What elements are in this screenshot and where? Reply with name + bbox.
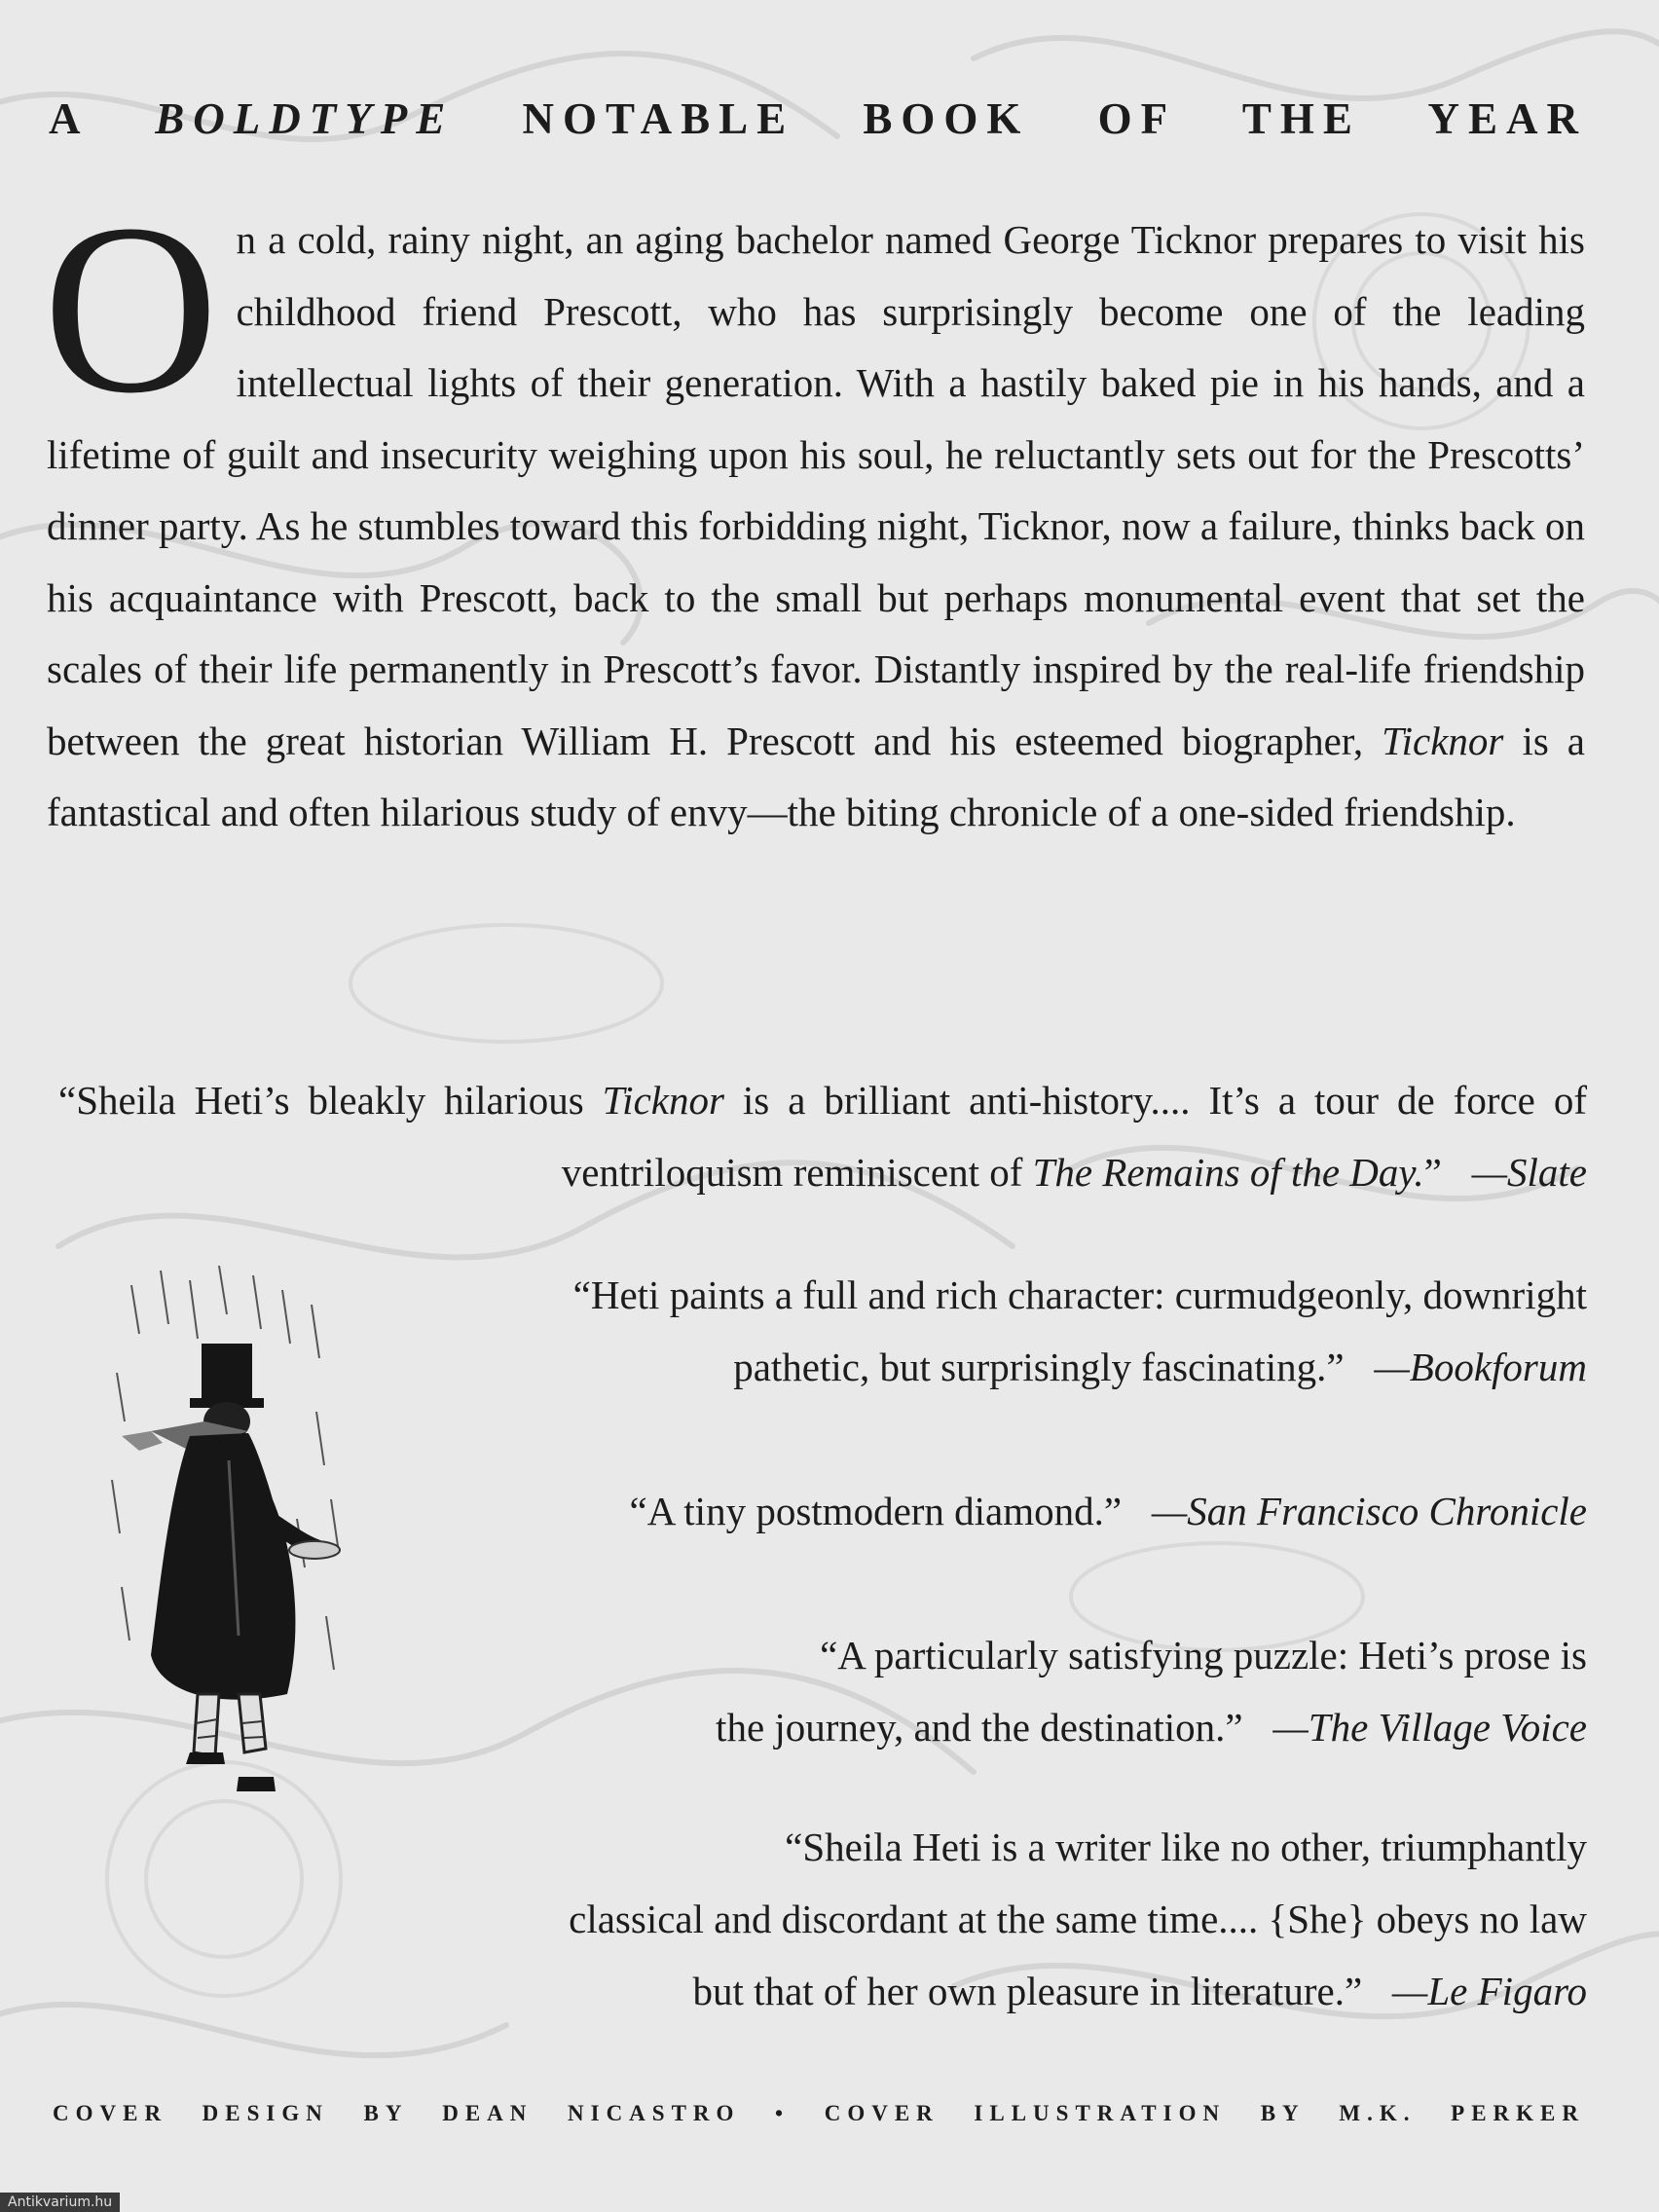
headline: [49, 88, 1587, 150]
quote-source: —Bookforum: [1374, 1345, 1587, 1389]
review-quote-village-voice: [292, 1619, 1587, 1763]
man-in-rain-illustration: [92, 1266, 365, 1830]
quote-line: classical and discordant at the same time.... {She} obeys no law: [569, 1897, 1587, 1941]
cover-credits: COVER DESIGN BY DEAN NICASTRO • COVER ILLUSTRATION BY M.K. PERKER: [53, 2101, 1585, 2125]
overcoat: [151, 1433, 295, 1700]
quote-line: pathetic, but surprisingly fascinating.”: [733, 1345, 1345, 1389]
summary-title-italic: Ticknor: [1382, 718, 1504, 763]
quote-title-italic: Ticknor: [602, 1078, 724, 1123]
book-summary: [43, 174, 1586, 849]
pie: [289, 1541, 340, 1559]
quote-line: the journey, and the destination.”: [716, 1705, 1243, 1750]
headline-prefix: A: [49, 94, 88, 143]
quote-text: is a brilliant anti-history.... It’s a tour de force of ventriloquism reminiscent of: [561, 1078, 1587, 1195]
quote-line: but that of her own pleasure in literature.”: [692, 1969, 1363, 2013]
site-watermark: Antikvarium.hu: [0, 2193, 120, 2212]
quote-line: “A particularly satisfying puzzle: Heti’s prose is: [820, 1633, 1587, 1677]
quote-source: —Le Figaro: [1391, 1969, 1587, 2013]
quote-text: “Sheila Heti’s bleakly hilarious: [58, 1078, 584, 1123]
summary-text-part1: n a cold, rainy night, an aging bachelor named George Ticknor prepares to visit his childhood friend Prescott, who has surprisingly become one of the leading intellectual lights of their generation. With a hastily baked pie in his hands, and a lifetime of guilt and insecurity weighing upon his soul, he reluctantly sets out for the Prescotts’ dinner party. As he stumbles toward this forbidding night, Ticknor, now a failure, thinks back on his acquaintance with Prescott, back to the small but perhaps monumental event that set the scales of their life permanently in Prescott’s favor. Distantly inspired by the real-life friendship between the great historian William H. Prescott and his esteemed biographer,: [47, 217, 1585, 763]
review-quote-sf-chronicle: [292, 1475, 1587, 1547]
quote-text: “A tiny postmodern diamond.”: [629, 1489, 1123, 1533]
headline-suffix: NOTABLE BOOK OF THE YEAR: [522, 94, 1588, 143]
quote-source: —The Village Voice: [1272, 1705, 1587, 1750]
quote-source: —San Francisco Chronicle: [1151, 1489, 1587, 1533]
review-quote-slate: [58, 1064, 1587, 1208]
quote-line: “Sheila Heti is a writer like no other, triumphantly: [785, 1825, 1587, 1869]
quote-source: —Slate: [1471, 1150, 1587, 1195]
summary-text-part2: is a fantastical and often hilarious study of envy—the biting chronicle of a one-sided friendship.: [47, 718, 1586, 834]
quote-close-mark: ”: [1423, 1150, 1442, 1195]
top-hat: [202, 1344, 252, 1404]
drop-cap: O: [43, 174, 219, 444]
review-quote-le-figaro: [292, 1811, 1587, 2027]
headline-publication: BOLDTYPE: [155, 94, 455, 143]
quote-line: “Heti paints a full and rich character: curmudgeonly, downright: [572, 1272, 1587, 1317]
quote-title-italic: The Remains of the Day.: [1032, 1150, 1424, 1195]
review-quote-bookforum: [292, 1259, 1587, 1403]
